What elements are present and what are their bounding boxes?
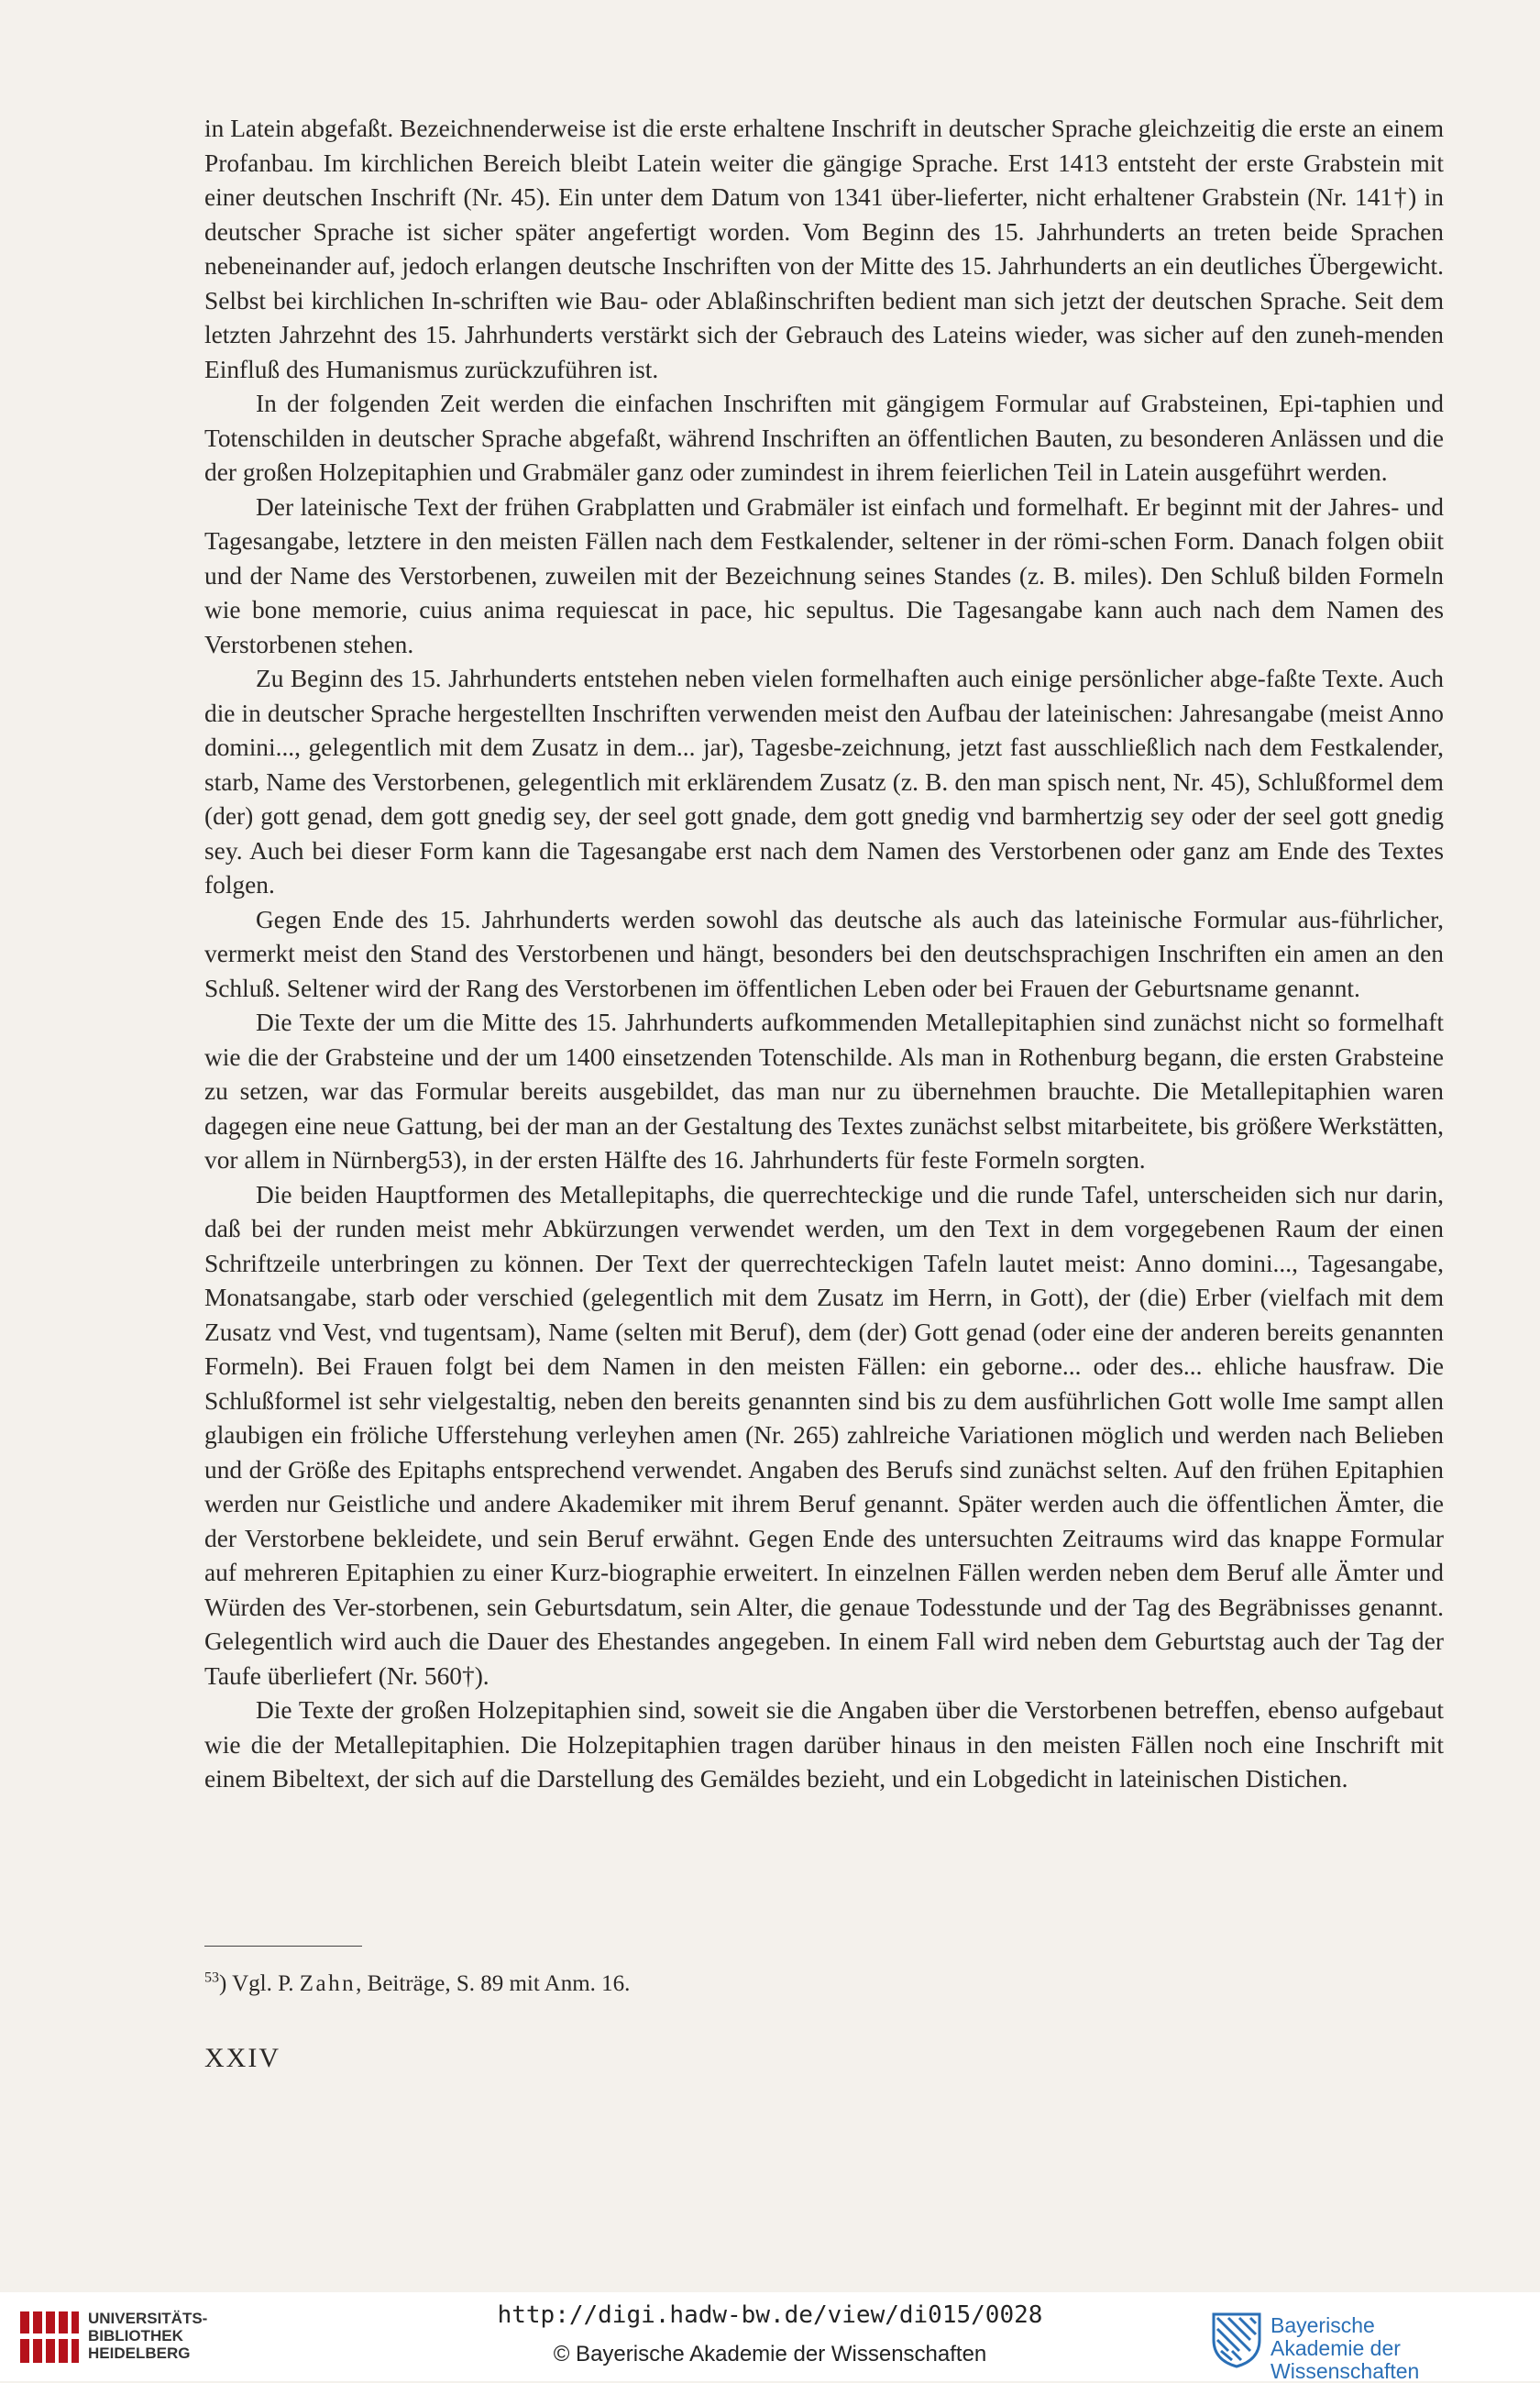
paragraph-8: Die Texte der großen Holzepitaphien sind, soweit sie die Angaben über die Verstorbenen betreffen, ebenso aufgebaut wie die der Metallepitaphien. Die Holzepitaphien tragen darüber hinaus in den meisten Fällen noch eine Inschrift mit einem Bibeltext, der sich auf die Darstellung des Gemäldes bezieht, und ein Lobgedicht in lateinischen Distichen. [204,1696,1444,1793]
body-text [204,112,1444,1797]
copyright-notice: © Bayerische Akademie der Wissenschaften [553,2342,987,2366]
paragraph-6: Die Texte der um die Mitte des 15. Jahrhunderts aufkommenden Metallepitaphien sind zunächst nicht so formelhaft wie die der Grabsteine und der um 1400 einsetzenden Totenschilde. Als man in Rothenburg begann, die ersten Grabsteine zu setzen, war das Formular bereits ausgebildet, das man nur zu übernehmen brauchte. Die Metallepitaphien waren dagegen eine neue Gattung, bei der man an der Gestaltung des Textes zunächst selbst mitarbeitete, bis größere Werkstätten, vor allem in Nürnberg53), in der ersten Hälfte des 16. Jahrhunderts für feste Formeln sorgten. [204,1009,1444,1174]
paragraph-4: Zu Beginn des 15. Jahrhunderts entstehen neben vielen formelhaften auch einige persönlicher abge-faßte Texte. Auch die in deutscher Sprache hergestellten Inschriften verwenden meist den Aufbau der lateinischen: Jahresangabe (meist Anno domini..., gelegentlich mit dem Zusatz in dem... jar), Tagesbe-zeichnung, jetzt fast ausschließlich nach dem Festkalender, starb, Name des Verstorbenen, gelegentlich mit erklärendem Zusatz (z. B. den man spisch nent, Nr. 45), Schlußformel dem (der) gott genad, dem gott gnedig sey, der seel gott gnade, dem gott gnedig vnd barmhertzig sey oder der seel gott gnedig sey. Auch bei dieser Form kann die Tagesangabe erst nach dem Namen des Verstorbenen oder ganz am Ende des Textes folgen. [204,665,1444,899]
paragraph-7: Die beiden Hauptformen des Metallepitaphs, die querrechteckige und die runde Tafel, unterscheiden sich nur darin, daß bei der runden meist mehr Abkürzungen verwendet werden, um den Text in dem vorgegebenen Raum der einen Schriftzeile unterbringen zu können. Der Text der querrechteckigen Tafeln lautet meist: Anno domini..., Tagesangabe, Monatsangabe, starb oder verschied (gelegentlich mit dem Zusatz im Herrn, in Gott), der (die) Erber (vielfach mit dem Zusatz vnd Vest, vnd tugentsam), Name (selten mit Beruf), dem (der) Gott genad (oder eine der anderen bereits genannten Formeln). Bei Frauen folgt bei dem Namen in den meisten Fällen: ein geborne... oder des... ehliche hausfraw. Die Schlußformel ist sehr vielgestaltig, neben den bereits genannten sind bis zu dem ausführlichen Gott wolle Ime sampt allen glaubigen ein fröliche Ufferstehung verleyhen amen (Nr. 265) zahlreiche Variationen möglich und werden nach Belieben und der Größe des Epitaphs entsprechend verwendet. Angaben des Berufs sind zunächst selten. Auf den frühen Epitaphien werden nur Geistliche und andere Akademiker mit ihrem Beruf genannt. Später werden auch die öffentlichen Ämter, die der Verstorbene bekleidete, und sein Beruf erwähnt. Gegen Ende des untersuchten Zeitraums wird das knappe Formular auf mehreren Epitaphien zu einer Kurz-biographie erweitert. In einzelnen Fällen werden neben dem Beruf alle Ämter und Würden des Ver-storbenen, sein Geburtsdatum, sein Alter, die genaue Todesstunde und der Tag des Begräbnisses genannt. Gelegentlich wird auch die Dauer des Ehestandes angegeben. In einem Fall wird neben dem Geburtstag auch der Tag der Taufe überliefert (Nr. 560†). [204,1180,1444,1690]
paragraph-1: in Latein abgefaßt. Bezeichnenderweise ist die erste erhaltene Inschrift in deutscher Sprache gleichzeitig die erste an einem Profanbau. Im kirchlichen Bereich bleibt Latein weiter die gängige Sprache. Erst 1413 entsteht der erste Grabstein mit einer deutschen Inschrift (Nr. 45). Ein unter dem Datum von 1341 über-lieferter, nicht erhaltener Grabstein (Nr. 141†) in deutscher Sprache ist sicher später angefertigt worden. Vom Beginn des 15. Jahrhunderts an treten beide Sprachen nebeneinander auf, jedoch erlangen deutsche Inschriften von der Mitte des 15. Jahrhunderts an ein deutliches Übergewicht. Selbst bei kirchlichen In-schriften wie Bau- oder Ablaßinschriften bedient man sich jetzt der deutschen Sprache. Seit dem letzten Jahrzehnt des 15. Jahrhunderts verstärkt sich der Gebrauch des Lateins wieder, was sicher auf den zuneh-menden Einfluß des Humanismus zurückzuführen ist. [204,115,1444,383]
library-bars-icon [18,2310,81,2365]
viewer-footer [0,2292,1540,2381]
paragraph-3: Der lateinische Text der frühen Grabplatten und Grabmäler ist einfach und formelhaft. Er beginnt mit der Jahres- und Tagesangabe, letztere in den meisten Fällen nach dem Festkalender, seltener in der römi-schen Form. Danach folgen obiit und der Name des Verstorbenen, zuweilen mit der Bezeichnung seines Standes (z. B. miles). Den Schluß bilden Formeln wie bone memorie, cuius anima requiescat in pace, hic sepultus. Die Tagesangabe kann auch nach dem Namen des Verstorbenen stehen. [204,492,1444,658]
footnote-author: Zahn [299,1971,357,1996]
footnote [204,1969,1121,1999]
footnote-divider [204,1946,362,1947]
paragraph-2: In der folgenden Zeit werden die einfachen Inschriften mit gängigem Formular auf Grabsteinen, Epi-taphien und Totenschilden in deutscher Sprache abgefaßt, während Inschriften an öffentlichen Bauten, zu besonderen Anlässen und die der großen Holzepitaphien und Grabmäler ganz oder zumindest in ihrem feierlichen Teil in Latein ausgeführt werden. [204,390,1444,486]
academy-logo[interactable] [1208,2309,1529,2383]
footnote-prefix: ) Vgl. P. [219,1971,300,1996]
footnote-rest: , Beiträge, S. 89 mit Anm. 16. [356,1971,631,1996]
page-number: XXIV [204,2043,280,2073]
university-library-logo[interactable] [18,2306,229,2370]
library-name: UNIVERSITÄTS- BIBLIOTHEK HEIDELBERG [88,2310,208,2362]
footnote-number: 53 [204,1969,219,1986]
bavarian-crest-icon [1208,2309,1265,2369]
academy-name: Bayerische Akademie der Wissenschaften [1270,2313,1420,2383]
paragraph-5: Gegen Ende des 15. Jahrhunderts werden sowohl das deutsche als auch das lateinische Formular aus-führlicher, vermerkt meist den Stand des Verstorbenen und hängt, besonders bei den deutschsprachigen Inschriften ein amen an den Schluß. Seltener wird der Rang des Verstorbenen im öffentlichen Leben oder bei Frauen der Geburtsname genannt. [204,905,1444,1002]
permalink-url[interactable]: http://digi.hadw-bw.de/view/di015/0028 [497,2301,1043,2329]
